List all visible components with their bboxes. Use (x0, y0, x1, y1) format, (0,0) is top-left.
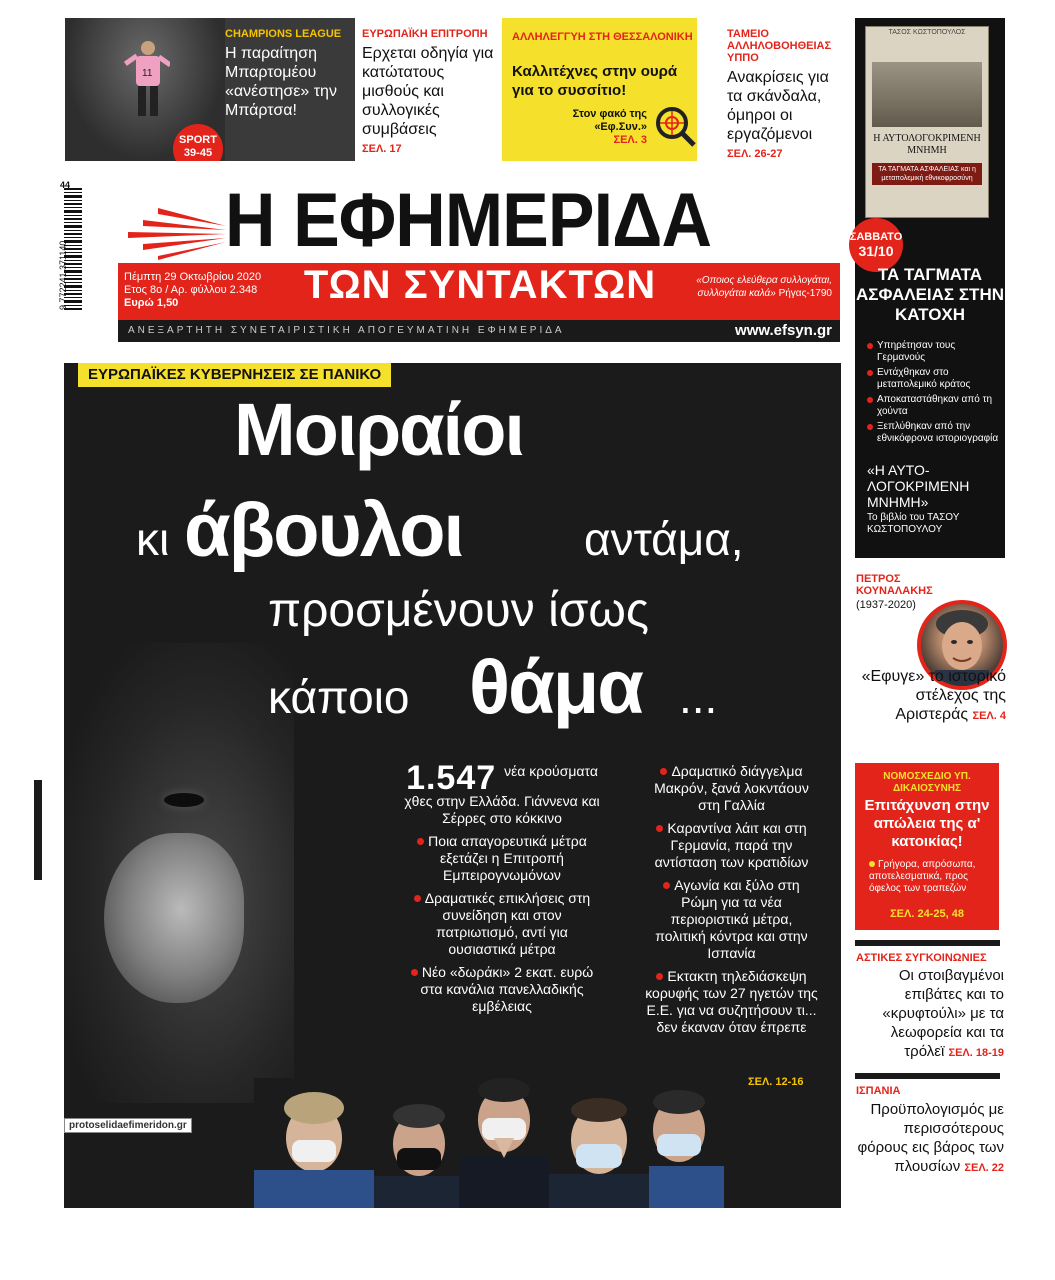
source-watermark: protoselidaefimeridon.gr (64, 1118, 192, 1133)
obituary-page: ΣΕΛ. 4 (972, 710, 1006, 722)
transit-kicker: ΑΣΤΙΚΕΣ ΣΥΓΚΟΙΝΩΝΙΕΣ (856, 952, 987, 964)
headline-line1: Μοιραίοι (234, 388, 523, 471)
list-item-text: Αγωνία και ξύλο στη Ρώμη για τα νέα περιοριστικά μέτρα, πολιτική κόντρα και στην Ισπανία (655, 877, 808, 961)
eu-headline: Ερχεται οδηγία για κατώτατους μισθούς και συλλογικές συμβάσεις (362, 45, 494, 138)
book-cover-author: ΤΑΣΟΣ ΚΩΣΤΟΠΟΥΛΟΣ (888, 29, 966, 36)
masthead-motto (672, 274, 832, 300)
obituary-kicker: ΠΕΤΡΟΣ ΚΟΥΝΑΛΑΚΗΣ (856, 573, 933, 597)
face-eye (164, 793, 204, 807)
book-cover-photo (872, 62, 982, 127)
list-item-text: Δραματικές επικλήσεις στη συνείδηση και στον πατριωτισμό, αντί για ουσιαστικά μέτρα (424, 890, 591, 957)
book-cover-title: Η ΑΥΤΟΛΟΓΟΚΡΙΜΕΝΗ ΜΝΗΜΗ (873, 133, 981, 156)
masthead-black-bar (118, 320, 840, 342)
transit-headline: Οι στοιβαγμένοι επιβάτες και το «κρυφτούλι» με τα λεωφορεία και τα τρόλεϊ (882, 967, 1004, 1060)
obituary-years: (1937-2020) (856, 599, 916, 611)
book-day: ΣΑΒΒΑΤΟ (849, 231, 903, 243)
law-page: ΣΕΛ. 24-25, 48 (890, 908, 964, 920)
cases-number: 1.547 (406, 759, 497, 797)
list-item-text: Νέο «δωράκι» 2 εκατ. ευρώ στα κανάλια πανελλαδικής εμβέλειας (420, 964, 594, 1014)
sport-headline: Η παραίτηση Μπαρτομέου «ανέστησε» την Μπάρτσα! (225, 45, 337, 119)
headline-line3: προσμένουν ίσως (268, 584, 649, 637)
barcode-number: 9 772241 371140 (58, 240, 68, 310)
bullet-dot (417, 838, 424, 845)
book-cover (865, 26, 989, 218)
fund-kicker: ΤΑΜΕΙΟ ΑΛΛΗΛΟΒΟΗΘΕΙΑΣ ΥΠΠΟ (727, 28, 832, 64)
headline-line2a: κι (136, 513, 170, 565)
spain-headline: Προϋπολογισμός με περισσότερους φόρους εις βάρος των πλουσίων (857, 1101, 1004, 1175)
face-mask (104, 833, 244, 1003)
book-date-badge (849, 218, 903, 272)
list-item-text: Καραντίνα λάιτ και στη Γερμανία, παρά την αντίσταση των κρατιδίων (654, 820, 809, 870)
book-bullet: Υπηρέτησαν τους Γερμανούς (867, 340, 1002, 364)
headline-line2c: αντάμα, (584, 513, 744, 565)
eu-leaders-photo (254, 1078, 724, 1208)
law-kicker: ΝΟΜΟΣΧΕΔΙΟ ΥΠ. ΔΙΚΑΙΟΣΥΝΗΣ (883, 771, 971, 794)
solidarity-sub (567, 108, 647, 147)
solidarity-sub-text: Στον φακό της «Εφ.Συν.» (572, 108, 647, 133)
list-item (402, 964, 602, 1015)
solidarity-kicker: ΑΛΛΗΛΕΓΓΥΗ ΣΤΗ ΘΕΣΣΑΛΟΝΙΚΗ (512, 31, 693, 43)
law-sub-text: Γρήγορα, απρόσωπα, αποτελεσματικά, προς όφελος των τραπεζών (869, 859, 976, 894)
book-promo[interactable] (849, 18, 1005, 558)
football-player-image (120, 38, 170, 128)
site-url-link[interactable]: www.efsyn.gr (735, 322, 832, 339)
sport-kicker: CHAMPIONS LEAGUE (225, 28, 342, 40)
headline-line4a: κάποιο (268, 671, 410, 723)
motto-author: Ρήγας-1790 (778, 288, 832, 299)
sport-badge-label: SPORT (179, 134, 217, 146)
bullet-dot (656, 973, 663, 980)
main-story[interactable] (64, 363, 841, 1208)
solidarity-headline: Καλλιτέχνες στην ουρά για το συσσίτιο! (512, 63, 678, 99)
magnifier-target-icon (652, 103, 697, 148)
bullet-dot (663, 882, 670, 889)
bullet-dot (414, 895, 421, 902)
list-item (644, 820, 819, 871)
bullet-dot (656, 825, 663, 832)
main-column-b (644, 763, 819, 1042)
book-quote: «Η ΑΥΤΟ-ΛΟΓΟΚΡΙΜΕΝΗ ΜΝΗΜΗ» (867, 462, 970, 510)
book-bullet: Ξεπλύθηκαν από την εθνικόφρονα ιστοριογραφία (867, 421, 1002, 445)
list-item (402, 890, 602, 958)
headline-line2b: άβουλοι (184, 488, 463, 573)
sport-teaser[interactable] (65, 18, 355, 161)
list-item (644, 763, 819, 814)
transit-page: ΣΕΛ. 18-19 (948, 1047, 1004, 1059)
solidarity-page: ΣΕΛ. 3 (613, 134, 647, 146)
list-item (402, 833, 602, 884)
sport-teaser-text (225, 28, 353, 120)
masthead-red-bar (118, 263, 840, 320)
law-sub (869, 859, 997, 895)
spain-page: ΣΕΛ. 22 (964, 1162, 1004, 1174)
list-item (644, 877, 819, 962)
spain-kicker: ΙΣΠΑΝΙΑ (856, 1085, 901, 1097)
svg-text:11: 11 (142, 68, 153, 79)
book-quote-sub: Το βιβλίο του ΤΑΣΟΥ ΚΩΣΤΟΠΟΥΛΟΥ (867, 512, 960, 535)
list-item-text: Εκτακτη τηλεδιάσκεψη κορυφής των 27 ηγετών της Ε.Ε. για να συζητήσουν τι... δεν έκαναν όταν έπρεπε (645, 968, 818, 1035)
masthead-title[interactable]: Η ΕΦΗΜΕΡΙΔΑ (225, 178, 712, 263)
obituary-headline: «Εφυγε» το ιστορικό στέλεχος της Αριστεράς (861, 668, 1006, 723)
law-teaser[interactable] (855, 763, 999, 930)
barcode-issue: 44 (60, 180, 71, 190)
fund-teaser[interactable] (727, 28, 845, 160)
divider-bar (855, 940, 1000, 946)
sport-badge-pages: 39-45 (183, 147, 213, 159)
book-bullets (867, 340, 1002, 448)
bullet-dot (660, 768, 667, 775)
spain-teaser[interactable] (856, 1100, 1004, 1178)
book-bullet: Αποκαταστάθηκαν από τη χούντα (867, 394, 1002, 418)
issue-info (124, 271, 261, 310)
list-item-text: Δραματικό διάγγελμα Μακρόν, ξανά λοκντάουν στη Γαλλία (654, 763, 809, 813)
book-cover-subtitle: ΤΑ ΤΑΓΜΑΤΑ ΑΣΦΑΛΕΙΑΣ και η μεταπολεμική εθνικοφροσύνη (872, 163, 982, 185)
main-column-a (402, 759, 602, 1021)
issue-price: Ευρώ 1,50 (124, 297, 179, 309)
solidarity-teaser[interactable] (502, 18, 697, 161)
masthead-subtitle: ΤΩΝ ΣΥΝΤΑΚΤΩΝ (303, 263, 657, 307)
obituary-teaser[interactable] (856, 667, 1006, 726)
list-item (644, 968, 819, 1036)
headline-line4c: ... (679, 671, 718, 723)
lead-text: νέα κρούσματα χθες στην Ελλάδα. Γιάννενα και Σέρρες στο κόκκινο (404, 763, 600, 826)
transit-teaser[interactable] (856, 966, 1004, 1063)
book-date: 31/10 (858, 243, 894, 259)
fund-headline: Ανακρίσεις για τα σκάνδαλα, όμηροι οι εργαζόμενοι (727, 69, 829, 143)
issue-date: Πέμπτη 29 Οκτωβρίου 2020 (124, 271, 262, 283)
main-page-ref: ΣΕΛ. 12-16 (748, 1076, 804, 1088)
headline-line4b: θάμα (469, 645, 643, 730)
bullet-dot (869, 861, 875, 867)
law-headline: Επιτάχυνση στην απώλεια της α' κατοικίας! (864, 797, 990, 850)
edge-strip (34, 780, 42, 880)
issue-number: Ετος 8ο / Αρ. φύλλου 2.348 (124, 284, 258, 296)
eu-teaser[interactable] (362, 28, 497, 155)
eu-kicker: ΕΥΡΩΠΑΪΚΗ ΕΠΙΤΡΟΠΗ (362, 28, 488, 40)
main-story-label: ΕΥΡΩΠΑΪΚΕΣ ΚΥΒΕΡΝΗΣΕΙΣ ΣΕ ΠΑΝΙΚΟ (78, 363, 391, 387)
pen-logo-icon (118, 200, 228, 260)
list-item-text: Ποια απαγορευτικά μέτρα εξετάζει η Επιτροπή Εμπειρογνωμόνων (428, 833, 587, 883)
masthead-tagline: ΑΝΕΞΑΡΤΗΤΗ ΣΥΝΕΤΑΙΡΙΣΤΙΚΗ ΑΠΟΓΕΥΜΑΤΙΝΗ ΕΦΗΜΕΡΙΔΑ (128, 325, 565, 336)
divider-bar (855, 1073, 1000, 1079)
book-headline: ΤΑ ΤΑΓΜΑΤΑ ΑΣΦΑΛΕΙΑΣ ΣΤΗΝ ΚΑΤΟΧΗ (856, 265, 1004, 324)
bullet-dot (411, 969, 418, 976)
lead-item (402, 759, 602, 827)
fund-page: ΣΕΛ. 26-27 (727, 148, 783, 160)
book-bullet: Εντάχθηκαν στο μεταπολεμικό κράτος (867, 367, 1002, 391)
motto-text: «Οποιος ελεύθερα συλλογάται, συλλογάται καλά» (696, 275, 832, 299)
eu-page: ΣΕΛ. 17 (362, 143, 402, 155)
